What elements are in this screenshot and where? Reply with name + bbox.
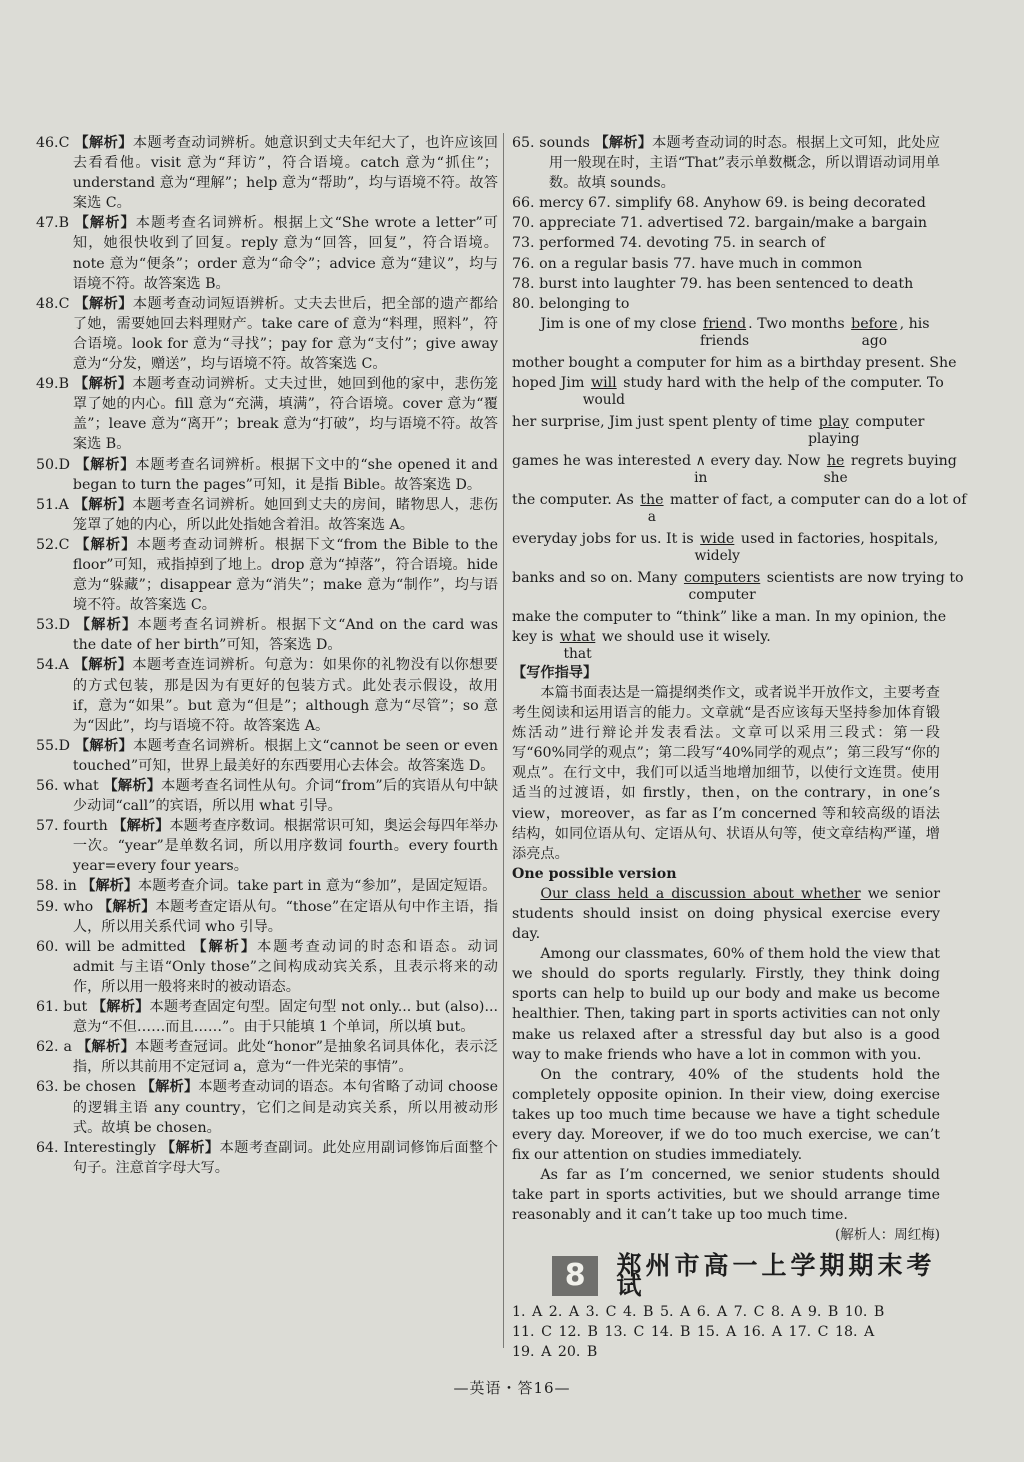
answer-key-line: 1. A 2. A 3. C 4. B 5. A 6. A 7. C 8. A 9. B 10. B [512, 1303, 885, 1320]
answer-item: 58. in 【解析】本题考查介词。take part in 意为“参加”，是固定短语。 [36, 878, 497, 895]
corrected-word: the a [640, 491, 664, 525]
corrected-word: play playing [808, 413, 860, 447]
writing-guide: 本篇书面表达是一篇提纲类作文，或者说半开放作文，主要考查考生阅读和运用语言的能力。文章就“是否应该每天坚持参加体育锻炼活动”进行辩论并发表看法。文章可以采用三段式：第一段写“60%同学的观点”；第二段写“40%同学的观点”；第三段写“你的观点”。在行文中，我们可以适当地增加细节，以使行文连贯。使用适当的过渡语，如 firstly，then，on the contrary，in one’s view，moreover，as far as I’m concerned 等和较高级的语法结构，如同位语从句、定语从句、状语从句等，使文章结构严谨，增添亮点。 [512, 684, 940, 862]
answer-key-line: 19. A 20. B [512, 1343, 598, 1360]
left-column [36, 133, 498, 1178]
answer-item: 61. but 【解析】本题考查固定句型。固定句型 not only... but (also)... 意为“不但……而且……”。由于只能填 1 个单词，所以填 but。 [36, 999, 498, 1036]
answer-item: 56. what 【解析】本题考查名词性从句。介词“from”后的宾语从句中缺少动词“call”的宾语，所以用 what 引导。 [36, 778, 499, 815]
correction-line: everyday jobs for us. It is wide widely used in factories, hospitals, [512, 530, 939, 564]
page-footer: —英语・答16— [453, 1379, 571, 1397]
corrected-word: will would [582, 374, 625, 408]
corrected-word: ∧ in [694, 452, 708, 486]
answer-line: 73. performed 74. devoting 75. in search of [512, 235, 825, 252]
answer-item: 51.A 【解析】本题考查名词辨析。她回到丈夫的房间，睹物思人，悲伤笼罩了她的内心，所以此处指她含着泪。故答案选 A。 [36, 496, 498, 533]
analyst-credit: (解析人：周红梅) [834, 1227, 940, 1244]
answer-item: 55.D 【解析】本题考查名词辨析。根据上文“cannot be seen or even touched”可知，世界上最美好的东西要用心去体会。故答案选 D。 [36, 737, 498, 774]
answer-item: 65. sounds 【解析】本题考查动词的时态。根据上文可知，此处应用一般现在时，主语“That”表示单数概念，所以谓语动词用单数。故填 sounds。 [512, 135, 940, 192]
essay-paragraph: As far as I’m concerned, we senior students should take part in sports activities, but we should arrange time reasonably and it can’t take up too much time. [512, 1167, 940, 1224]
answer-item: 48.C 【解析】本题考查动词短语辨析。丈夫去世后，把全部的遗产都给了她，需要她回去料理财产。take care of 意为“料理，照料”，符合语境。look for 意为“寻找”；pay for 意为“支付”；give away 意为“分发，赠送”，均与语境不符。故答案选 C。 [36, 295, 498, 373]
correction-line: make the computer to “think” like a man. In my opinion, the [512, 608, 947, 625]
answer-item: 46.C 【解析】本题考查动词辨析。她意识到丈夫年纪大了，也许应该回去看看他。visit 意为“拜访”，符合语境。catch 意为“抓住”；understand 意为“理解”；help 意为“帮助”，均与语境不符。故答案选 C。 [36, 135, 498, 212]
section-banner [552, 1250, 940, 1300]
corrected-word: before ago [851, 315, 898, 349]
essay-paragraph: Our class held a discussion about whether we senior students should insist on doing physical exercise every day. [512, 885, 940, 943]
answer-line: 76. on a regular basis 77. have much in common [512, 255, 863, 272]
answer-key-line: 11. C 12. B 13. C 14. B 15. A 16. A 17. C 18. A [512, 1323, 875, 1340]
answer-item: 59. who 【解析】本题考查定语从句。“those”在定语从句中作主语，指人，所以用关系代词 who 引导。 [36, 898, 498, 935]
answer-item: 47.B 【解析】本题考查名词辨析。根据上文“She wrote a letter”可知，她很快收到了回复。reply 意为“回答，回复”，符合语境。note 意为“便条”；order 意为“命令”；advice 意为“建议”，均与语境不符。故答案选 B。 [36, 215, 498, 292]
answer-line: 80. belonging to [512, 295, 630, 312]
answer-item: 49.B 【解析】本题考查动词辨析。丈夫过世，她回到他的家中，悲伤笼罩了她的内心。fill 意为“充满，填满”，符合语境。cover 意为“覆盖”；leave 意为“离开”；break 意为“打破”，均与语境不符。故答案选 B。 [36, 376, 498, 453]
correction-line: the computer. As the a matter of fact, a computer can do a lot of [512, 491, 967, 525]
correction-line: banks and so on. Many computers computer scientists are now trying to [512, 569, 964, 603]
corrected-word: friend friends [700, 315, 750, 349]
corrected-word: he she [823, 452, 848, 486]
answer-item: 50.D 【解析】本题考查名词辨析。根据下文中的“she opened it and began to turn the pages”可知，it 是指 Bible。故答案选 D。 [36, 456, 498, 493]
writing-heading: 【写作指导】 [512, 664, 598, 681]
answer-item: 52.C 【解析】本题考查动词辨析。根据下文“from the Bible to the floor”可知，戒指掉到了地上。drop 意为“掉落”，符合语境。hide 意为“躲藏”；disappear 意为“消失”；make 意为“制作”，均与语境不符。故答案选 C。 [36, 536, 498, 614]
corrected-word: computers computer [683, 569, 761, 603]
essay-paragraph: Among our classmates, 60% of them hold the view that we should do sports regularly. Firstly, they think doing sports can help to build up our body and make us become healthier. Then, taking part in sports activities can not only make us relaxed after a stressful day but also is a good way to make friends who have a lot in common with you. [512, 946, 940, 1063]
answer-line: 78. burst into laughter 79. has been sentenced to death [512, 275, 914, 292]
section-title: 郑州市高一上学期期末考试 [616, 1250, 936, 1300]
answer-line: 70. appreciate 71. advertised 72. bargain/make a bargain [512, 215, 928, 232]
right-column [512, 133, 967, 1362]
correction-line: key is what that we should use it wisely. [512, 628, 771, 662]
corrected-word: what that [559, 628, 596, 662]
answer-item: 54.A 【解析】本题考查连词辨析。句意为：如果你的礼物没有以你想要的方式包装，那是因为有更好的包装方式。此处表示假设，故用 if，意为“如果”。but 意为“但是”；although 意为“尽管”；so 意为“因此”，均与语境不符。故答案选 A。 [36, 657, 498, 734]
section-number-badge: 8 [552, 1256, 598, 1296]
column-divider [503, 133, 504, 1348]
correction-line: her surprise, Jim just spent plenty of time play playing computer [512, 413, 925, 447]
correction-line: games he was interested ∧ in every day. Now he she regrets buying [512, 452, 957, 486]
answer-item: 53.D 【解析】本题考查名词辨析。根据下文“And on the card was the date of her birth”可知，答案选 D。 [36, 617, 498, 654]
answer-item: 64. Interestingly 【解析】本题考查副词。此处应用副词修饰后面整个句子。注意首字母大写。 [36, 1139, 498, 1176]
answer-item: 57. fourth 【解析】本题考查序数词。根据常识可知，奥运会每四年举办一次。“year”是单数名词，所以用序数词 fourth。every fourth year=every four years。 [36, 818, 498, 875]
version-title: One possible version [512, 865, 677, 882]
correction-line: Jim is one of my close friend friends . Two months before ago , his [540, 315, 930, 349]
essay-paragraph: On the contrary, 40% of the students hold the completely opposite opinion. In their view, doing exercise takes up too much time because we have a tight schedule every day. Moreover, if we do too much exercise, we can’t fix our attention on studies immediately. [512, 1066, 940, 1164]
correction-line: hoped Jim will would study hard with the help of the computer. To [512, 374, 944, 408]
correction-line: mother bought a computer for him as a birthday present. She [512, 354, 957, 371]
answer-item: 62. a 【解析】本题考查冠词。此处“honor”是抽象名词具体化，表示泛指，所以其前用不定冠词 a，意为“一件光荣的事情”。 [36, 1039, 498, 1076]
error-correction-passage [512, 314, 967, 663]
corrected-word: wide widely [694, 530, 740, 564]
answer-item: 63. be chosen 【解析】本题考查动词的语态。本句省略了动词 choose 的逻辑主语 any country，它们之间是动宾关系，所以用被动形式。故填 be chosen。 [36, 1079, 499, 1136]
left-answer-list [36, 133, 498, 1178]
answer-item: 60. will be admitted 【解析】本题考查动词的时态和语态。动词 admit 与主语“Only those”之间构成动宾关系，且表示将来的动作，所以用一般将来时的被动语态。 [36, 938, 498, 995]
answer-line: 66. mercy 67. simplify 68. Anyhow 69. is being decorated [512, 195, 926, 212]
